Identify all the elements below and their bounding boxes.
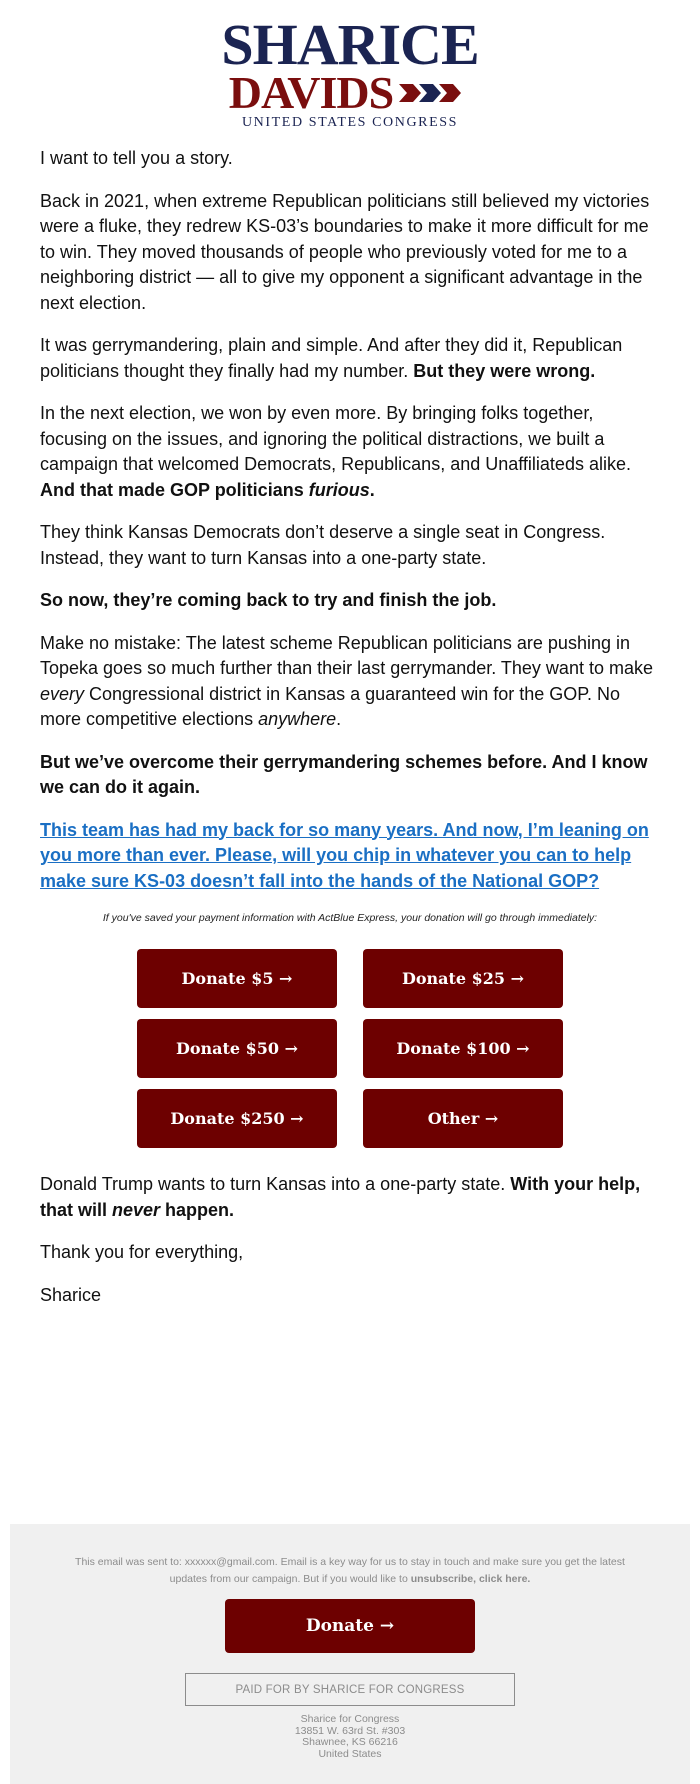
mailing-address bbox=[10, 1714, 690, 1760]
donate-other-button[interactable]: Other → bbox=[363, 1089, 563, 1148]
paragraph-cta bbox=[40, 818, 660, 895]
unsubscribe-link[interactable]: unsubscribe, click here. bbox=[410, 1573, 531, 1585]
text-span: In the next election, we won by even more. By bringing folks together, focusing on the issues, and ignoring the political distractions, we built a campaign that welcomed Democrats, Republicans, and Unaffiliateds alike. bbox=[40, 403, 631, 474]
sent-to-text: This email was sent to: xxxxxx@gmail.com. Email is a key way for us to stay in touch and make sure you get the latest updates from our campaign. But if you would like to bbox=[75, 1556, 625, 1585]
italic-text: anywhere bbox=[258, 709, 337, 729]
logo-tagline: UNITED STATES CONGRESS bbox=[241, 115, 459, 130]
donate-50-button[interactable]: Donate $50 → bbox=[137, 1019, 337, 1078]
paragraph-overcome: But we’ve overcome their gerrymandering schemes before. And I know we can do it again. bbox=[40, 751, 648, 797]
email-body bbox=[40, 146, 660, 1325]
paragraph-one-party-state: They think Kansas Democrats don’t deserve a single seat in Congress. Instead, they want to turn Kansas into a one-party state. bbox=[40, 522, 606, 568]
italic-text: every bbox=[40, 683, 85, 704]
address-line: Sharice for Congress bbox=[300, 1713, 400, 1725]
footer-disclaimer bbox=[62, 1554, 638, 1588]
emphasis-text-part: . bbox=[369, 479, 375, 500]
paragraph-next-election bbox=[40, 401, 660, 503]
actblue-express-note: If you've saved your payment information with ActBlue Express, your donation will go through immediately: bbox=[102, 912, 598, 924]
paragraph-latest-scheme bbox=[40, 631, 660, 733]
text-span: . bbox=[336, 709, 342, 729]
paragraph-thank-you: Thank you for everything, bbox=[40, 1242, 244, 1262]
signature: Sharice bbox=[40, 1284, 102, 1305]
paragraph-gerrymandering bbox=[40, 333, 660, 384]
text-span: Make no mistake: The latest scheme Republican politicians are pushing in Topeka goes so much further than their last gerrymander. They want to make bbox=[40, 632, 653, 678]
arrow-chevrons-icon bbox=[399, 82, 471, 104]
emphasis-text-part: And that made GOP politicians bbox=[40, 479, 309, 500]
donate-5-button[interactable]: Donate $5 → bbox=[137, 949, 337, 1008]
logo-last-name: DAVIDS bbox=[228, 67, 394, 118]
address-line: United States bbox=[318, 1747, 382, 1760]
emphasis-text-part: With your help, that will bbox=[40, 1174, 641, 1220]
campaign-logo bbox=[0, 12, 700, 131]
italic-text: furious bbox=[308, 479, 370, 500]
paid-for-disclaimer: PAID FOR BY SHARICE FOR CONGRESS bbox=[185, 1673, 515, 1706]
text-span: Donald Trump wants to turn Kansas into a one-party state. bbox=[40, 1174, 511, 1194]
footer-donate-button[interactable]: Donate → bbox=[225, 1599, 475, 1653]
text-span: It was gerrymandering, plain and simple. And after they did it, Republican politicians thought they finally had my number. bbox=[40, 335, 623, 381]
emphasis-text-part: happen. bbox=[160, 1199, 235, 1220]
italic-text: never bbox=[112, 1199, 161, 1220]
emphasis-text: But they were wrong. bbox=[413, 360, 596, 381]
emphasis-text bbox=[40, 480, 375, 500]
email-footer bbox=[10, 1524, 690, 1784]
donate-250-button[interactable]: Donate $250 → bbox=[137, 1089, 337, 1148]
donate-100-button[interactable]: Donate $100 → bbox=[363, 1019, 563, 1078]
logo-first-name: SHARICE bbox=[221, 12, 479, 77]
donate-25-button[interactable]: Donate $25 → bbox=[363, 949, 563, 1008]
address-line: Shawnee, KS 66216 bbox=[302, 1736, 398, 1748]
paragraph-trump bbox=[40, 1172, 660, 1223]
address-line: 13851 W. 63rd St. #303 bbox=[294, 1724, 406, 1737]
donate-button-grid bbox=[40, 949, 660, 1148]
chip-in-link[interactable]: This team has had my back for so many years. And now, I’m leaning on you more than ever. Please, will you chip in whatever you can to help make sure KS-03 doesn’t fall into the hands of the National GOP? bbox=[40, 819, 649, 891]
text-span: Congressional district in Kansas a guaranteed win for the GOP. No more competitive elections bbox=[40, 683, 620, 729]
paragraph-coming-back: So now, they’re coming back to try and finish the job. bbox=[40, 590, 497, 610]
paragraph-2021-redistricting: Back in 2021, when extreme Republican politicians still believed my victories were a fluke, they redrew KS-03’s boundaries to make it more difficult for me to win. They moved thousands of people who previously voted for me to a neighboring district — all to give my opponent a significant advantage in the next election. bbox=[40, 190, 650, 313]
paragraph-intro: I want to tell you a story. bbox=[40, 148, 233, 168]
logo-last-name-row bbox=[228, 67, 471, 118]
